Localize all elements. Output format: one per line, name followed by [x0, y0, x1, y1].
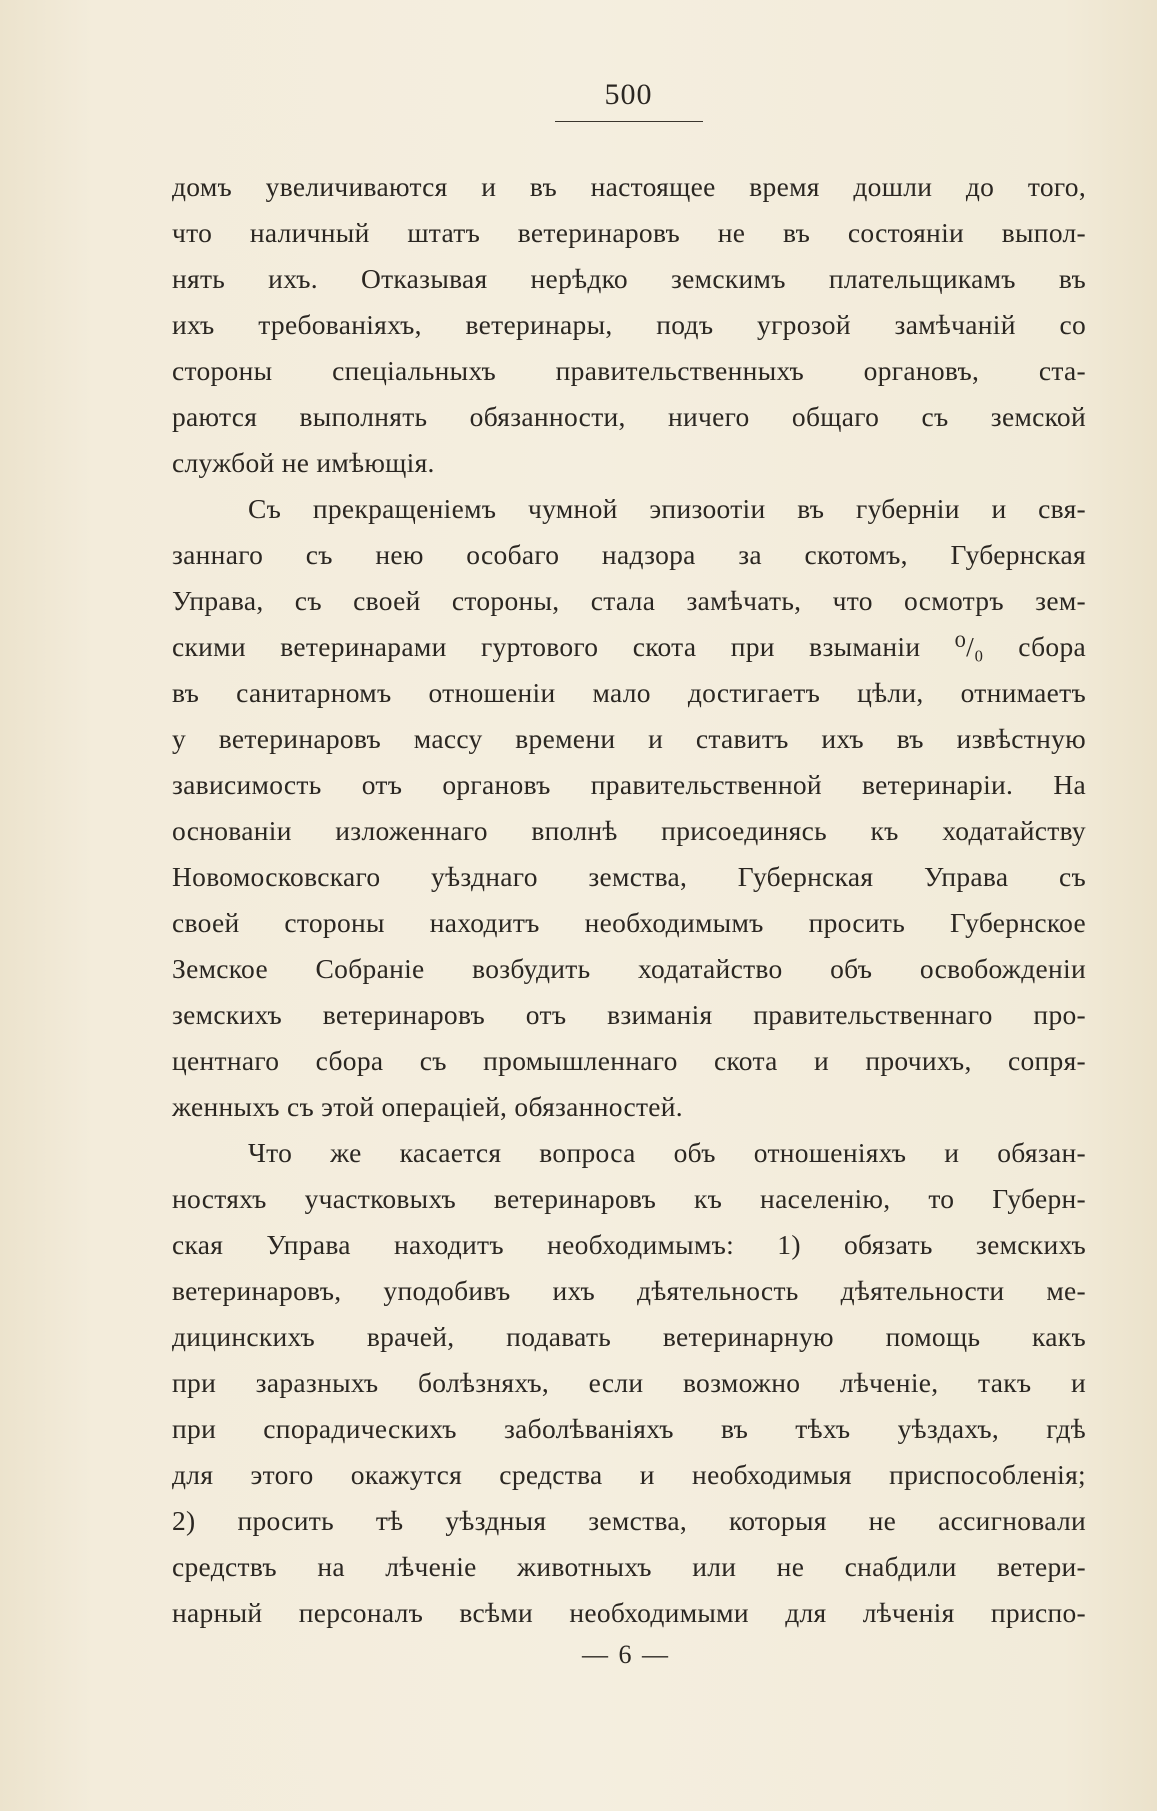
text-line: центнаго сбора съ промышленнаго скота и прочихъ, сопря- [172, 1045, 1086, 1076]
text-line: ностяхъ участковыхъ ветеринаровъ къ населенію, то Губерн- [172, 1183, 1086, 1214]
text-line: ихъ требованіяхъ, ветеринары, подъ угрозой замѣчаній со [172, 309, 1086, 340]
text-line: основаніи изложеннаго вполнѣ присоединясь къ ходатайству [172, 815, 1086, 846]
text-line: въ санитарномъ отношеніи мало достигаетъ цѣли, отнимаетъ [172, 677, 1086, 708]
text-line: что наличный штатъ ветеринаровъ не въ состояніи выпол- [172, 217, 1086, 248]
text-line: службой не имѣющія. [172, 447, 435, 478]
body-text [172, 164, 1086, 1636]
text-line: у ветеринаровъ массу времени и ставитъ ихъ въ извѣстную [172, 723, 1086, 754]
text-line: ветеринаровъ, уподобивъ ихъ дѣятельность дѣятельности ме- [172, 1275, 1086, 1306]
text-line: 2) просить тѣ уѣздныя земства, которыя не ассигновали [172, 1505, 1086, 1536]
text-line: своей стороны находитъ необходимымъ просить Губернское [172, 907, 1086, 938]
text-line: при заразныхъ болѣзняхъ, если возможно лѣченіе, такъ и [172, 1367, 1086, 1398]
text-line: нять ихъ. Отказывая нерѣдко земскимъ плательщикамъ въ [172, 263, 1086, 294]
text-line: Управа, съ своей стороны, стала замѣчать, что осмотръ зем- [172, 585, 1086, 616]
paragraph-first-line: Съ прекращеніемъ чумной эпизоотіи въ губерніи и свя- [248, 493, 1086, 524]
signature-mark: — 6 — [582, 1640, 670, 1669]
text-line: домъ увеличиваются и въ настоящее время дошли до того, [172, 171, 1086, 202]
text-line: дицинскихъ врачей, подавать ветеринарную помощь какъ [172, 1321, 1086, 1352]
text-line: Новомосковскаго уѣзднаго земства, Губернская Управа съ [172, 861, 1086, 892]
text-line: скими ветеринарами гуртового скота при взыманіи ⁰/₀ сбора [172, 631, 1086, 662]
page-number: 500 [604, 78, 653, 111]
text-line: Земское Собраніе возбудить ходатайство объ освобожденіи [172, 953, 1086, 984]
text-line: для этого окажутся средства и необходимыя приспособленія; [172, 1459, 1086, 1490]
text-line: раются выполнять обязанности, ничего общаго съ земской [172, 401, 1086, 432]
paragraph-first-line: Что же касается вопроса объ отношеніяхъ и обязан- [248, 1137, 1086, 1168]
page-number-rule [555, 121, 703, 122]
text-line: зависимость отъ органовъ правительственной ветеринаріи. На [172, 769, 1086, 800]
text-line: при спорадическихъ заболѣваніяхъ въ тѣхъ уѣздахъ, гдѣ [172, 1413, 1086, 1444]
text-line: средствъ на лѣченіе животныхъ или не снабдили ветери- [172, 1551, 1086, 1582]
text-line: стороны спеціальныхъ правительственныхъ органовъ, ста- [172, 355, 1086, 386]
text-line: заннаго съ нею особаго надзора за скотомъ, Губернская [172, 539, 1086, 570]
text-line: женныхъ съ этой операціей, обязанностей. [172, 1091, 683, 1122]
text-line: нарный персоналъ всѣми необходимыми для лѣченія приспо- [172, 1597, 1086, 1628]
text-line: земскихъ ветеринаровъ отъ взиманія правительственнаго про- [172, 999, 1086, 1030]
text-line: ская Управа находитъ необходимымъ: 1) обязать земскихъ [172, 1229, 1086, 1260]
